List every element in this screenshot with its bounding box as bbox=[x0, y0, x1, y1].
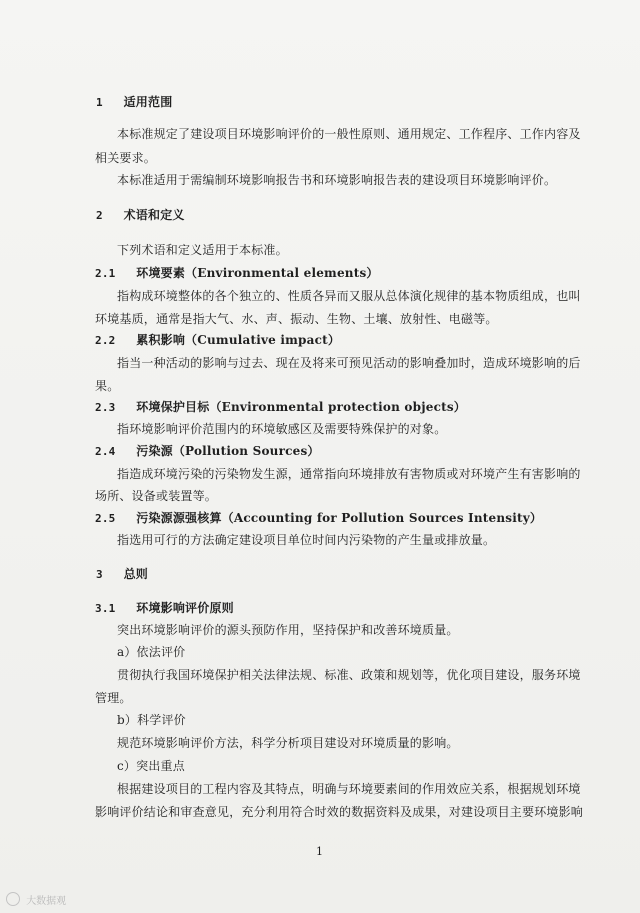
term-2-1-number: 2.1 bbox=[95, 267, 116, 280]
clause-3-1-number: 3.1 bbox=[95, 602, 116, 615]
term-2-4-number: 2.4 bbox=[95, 445, 116, 458]
term-2-2-number: 2.2 bbox=[95, 334, 116, 347]
section-1-paragraph-1b: 相关要求。 bbox=[95, 151, 157, 165]
term-2-5-heading bbox=[95, 511, 542, 526]
term-2-5-number: 2.5 bbox=[95, 512, 116, 525]
term-2-3-number: 2.3 bbox=[95, 401, 116, 414]
section-2-number: 2 bbox=[96, 209, 103, 222]
section-2-heading bbox=[96, 208, 185, 223]
section-1-paragraph-1a: 本标准规定了建设项目环境影响评价的一般性原则、通用规定、工作程序、工作内容及 bbox=[117, 127, 581, 141]
watermark-logo-icon bbox=[6, 892, 20, 906]
item-c-text-2: 影响评价结论和审查意见，充分利用符合时效的数据资料及成果，对建设项目主要环境影响 bbox=[95, 805, 584, 819]
section-1-paragraph-2: 本标准适用于需编制环境影响报告书和环境影响报告表的建设项目环境影响评价。 bbox=[117, 173, 557, 187]
watermark-text: 大数据观 bbox=[26, 896, 67, 907]
term-2-3-title: 环境保护目标（Environmental protection objects） bbox=[136, 400, 467, 414]
section-2-title: 术语和定义 bbox=[123, 208, 185, 222]
term-2-4-heading bbox=[95, 444, 320, 459]
term-2-1-text-a: 指构成环境整体的各个独立的、性质各异而又服从总体演化规律的基本物质组成，也叫 bbox=[117, 289, 581, 303]
clause-3-1-title: 环境影响评价原则 bbox=[136, 601, 234, 615]
item-a-text-2: 管理。 bbox=[95, 691, 132, 705]
page-number: 1 bbox=[316, 845, 323, 858]
section-3-number: 3 bbox=[96, 568, 103, 581]
section-3-heading bbox=[96, 567, 148, 582]
term-2-2-text-a: 指当一种活动的影响与过去、现在及将来可预见活动的影响叠加时，造成环境影响的后 bbox=[117, 356, 581, 370]
term-2-4-title: 污染源（Pollution Sources） bbox=[136, 444, 320, 458]
term-2-2-title: 累积影响（Cumulative impact） bbox=[136, 333, 341, 347]
clause-3-1-intro: 突出环境影响评价的源头预防作用，坚持保护和改善环境质量。 bbox=[117, 623, 459, 637]
section-1-number: 1 bbox=[96, 96, 103, 109]
watermark bbox=[6, 892, 66, 907]
item-b-title: b）科学评价 bbox=[117, 713, 186, 727]
term-2-1-text-b: 环境基质，通常是指大气、水、声、振动、生物、土壤、放射性、电磁等。 bbox=[95, 312, 498, 326]
item-b-text-1: 规范环境影响评价方法，科学分析项目建设对环境质量的影响。 bbox=[117, 736, 459, 750]
term-2-2-heading bbox=[95, 333, 340, 348]
section-1-heading bbox=[96, 95, 172, 110]
term-2-5-text-a: 指选用可行的方法确定建设项目单位时间内污染物的产生量或排放量。 bbox=[117, 533, 496, 547]
term-2-5-title: 污染源源强核算（Accounting for Pollution Sources Intensity） bbox=[136, 511, 543, 525]
term-2-3-heading bbox=[95, 400, 466, 415]
term-2-1-heading bbox=[95, 266, 379, 281]
item-a-title: a）依法评价 bbox=[117, 645, 186, 659]
term-2-2-text-b: 果。 bbox=[95, 379, 120, 393]
section-3-title: 总则 bbox=[123, 567, 149, 581]
term-2-4-text-a: 指造成环境污染的污染物发生源，通常指向环境排放有害物质或对环境产生有害影响的 bbox=[117, 467, 581, 481]
clause-3-1-heading bbox=[95, 601, 234, 616]
item-a-text-1: 贯彻执行我国环境保护相关法律法规、标准、政策和规划等，优化项目建设，服务环境 bbox=[117, 668, 581, 682]
term-2-1-title: 环境要素（Environmental elements） bbox=[136, 266, 379, 280]
section-1-title: 适用范围 bbox=[123, 95, 173, 109]
term-2-3-text-a: 指环境影响评价范围内的环境敏感区及需要特殊保护的对象。 bbox=[117, 422, 447, 436]
item-c-text-1: 根据建设项目的工程内容及其特点，明确与环境要素间的作用效应关系，根据规划环境 bbox=[117, 782, 581, 796]
term-2-4-text-b: 场所、设备或装置等。 bbox=[95, 489, 218, 503]
section-2-intro: 下列术语和定义适用于本标准。 bbox=[117, 243, 288, 257]
item-c-title: c）突出重点 bbox=[117, 759, 185, 773]
